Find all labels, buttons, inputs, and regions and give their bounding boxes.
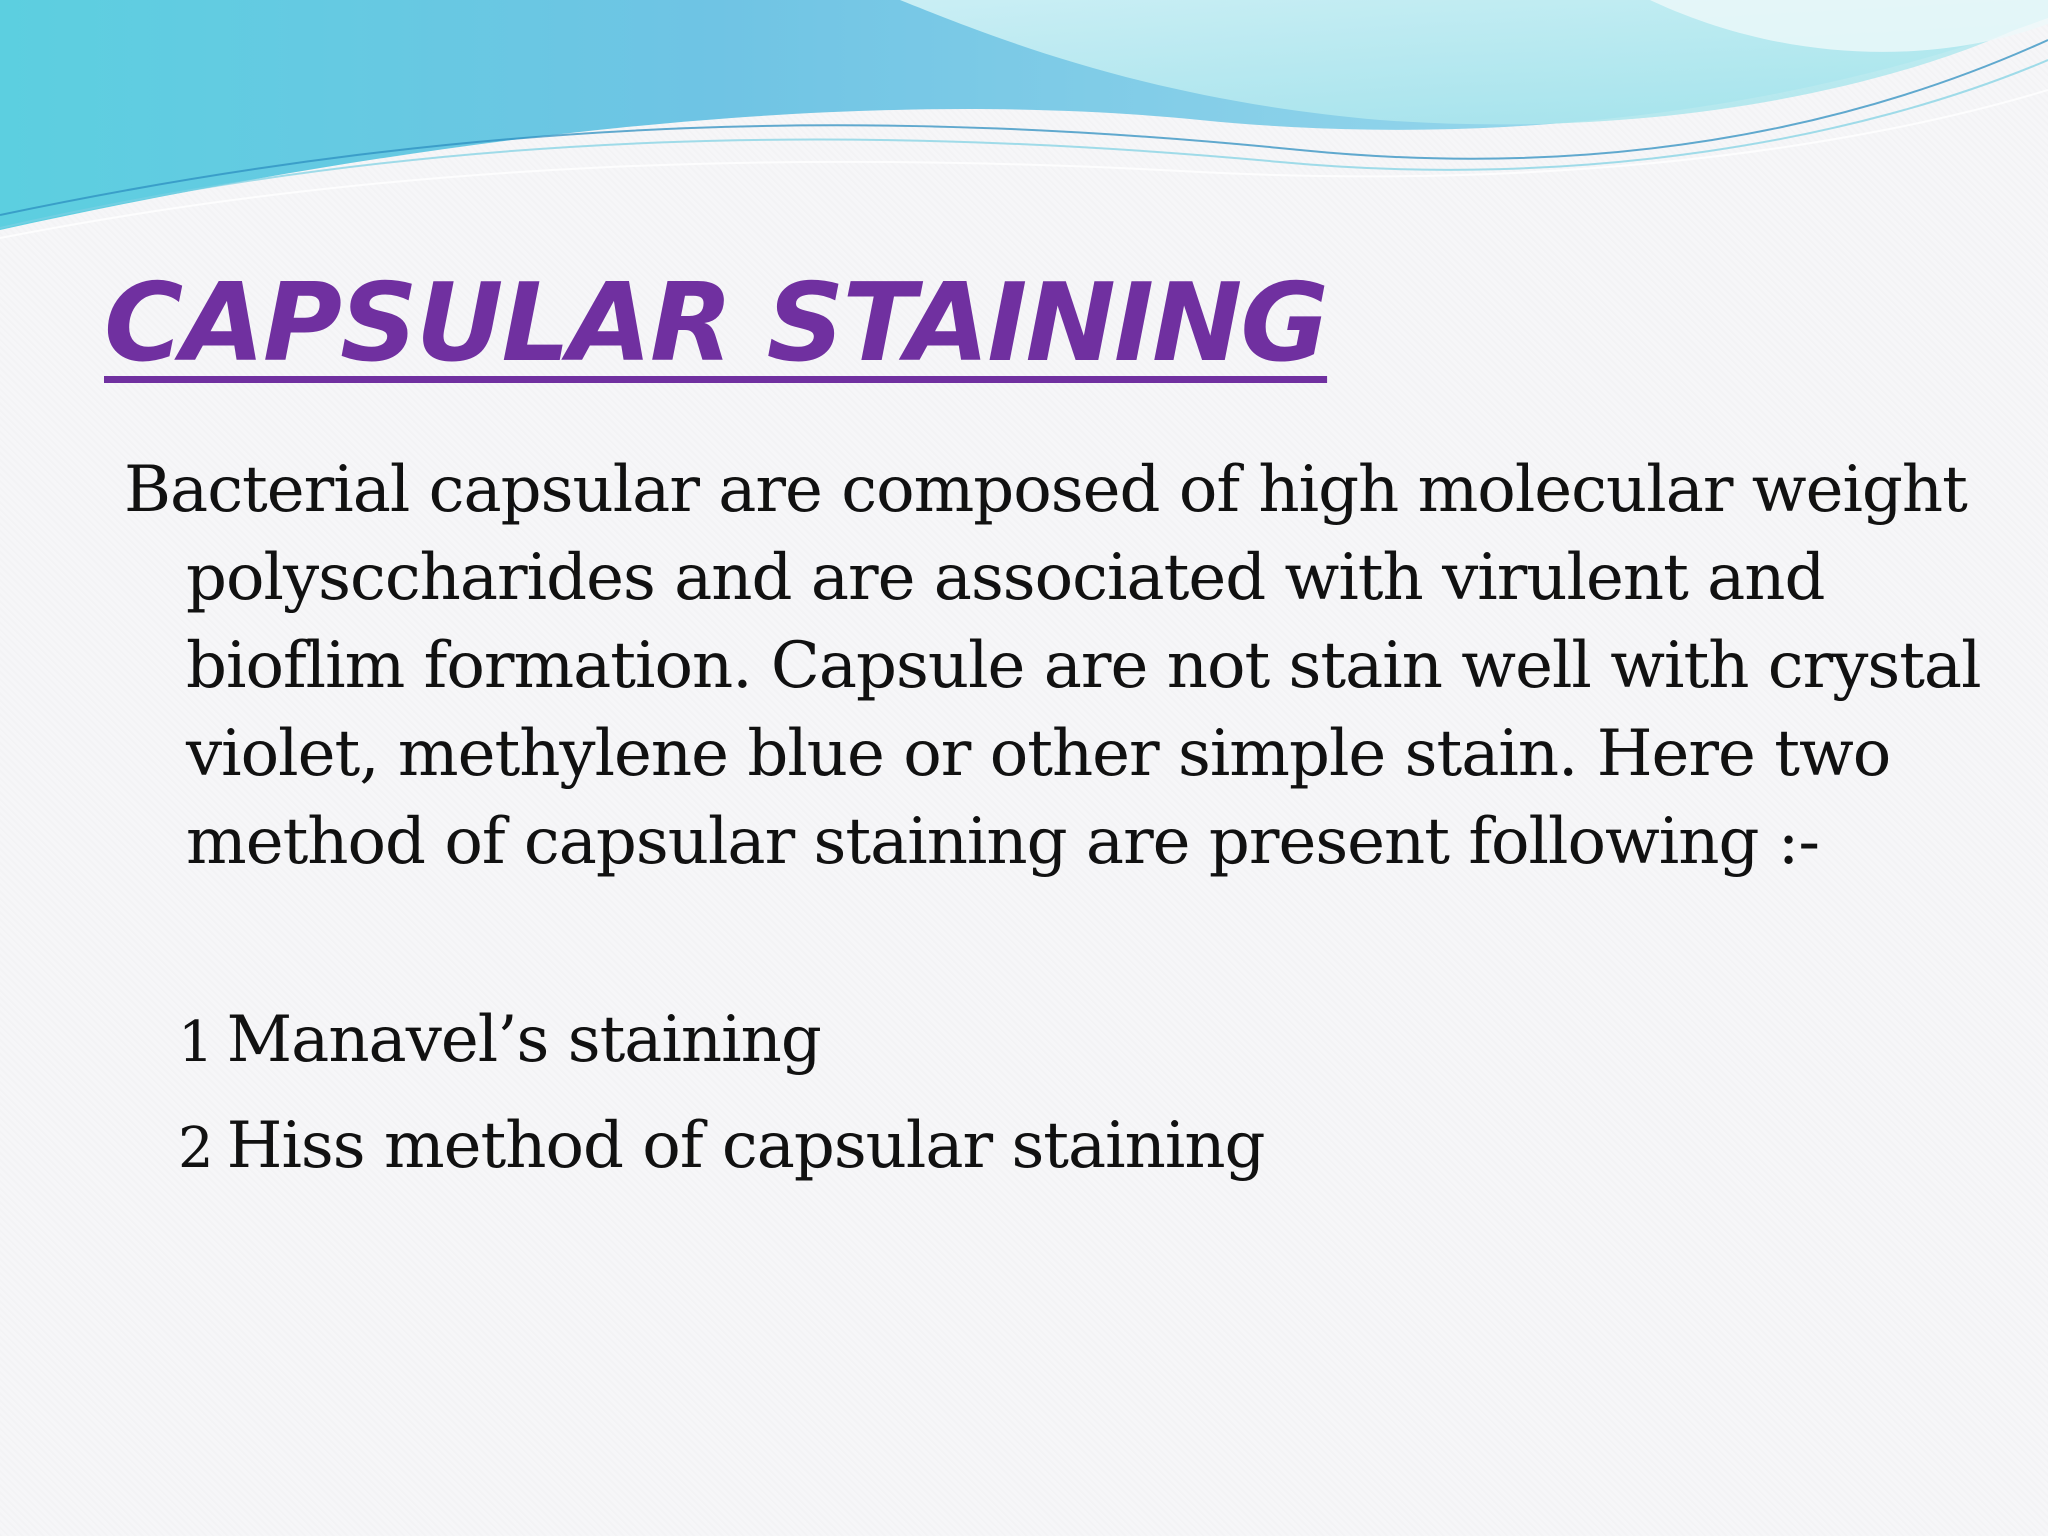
slide-title: CAPSULAR STAINING bbox=[104, 261, 1328, 386]
method-text: Hiss method of capsular staining bbox=[226, 1109, 1265, 1183]
method-item-1 bbox=[178, 996, 821, 1087]
method-text: Manavel’s staining bbox=[226, 1003, 821, 1077]
method-number: 2 bbox=[178, 1116, 213, 1181]
method-item-2 bbox=[178, 1102, 1265, 1193]
wave-header-decoration bbox=[0, 0, 2048, 260]
body-paragraph: Bacterial capsular are composed of high molecular weight polysccharides and are associated with virulent and bioflim formation. Capsule are not stain well with crystal violet, methylene blue or other simple stain. Here two method of capsular staining are present following :- bbox=[124, 453, 1981, 879]
method-number: 1 bbox=[178, 1010, 213, 1075]
